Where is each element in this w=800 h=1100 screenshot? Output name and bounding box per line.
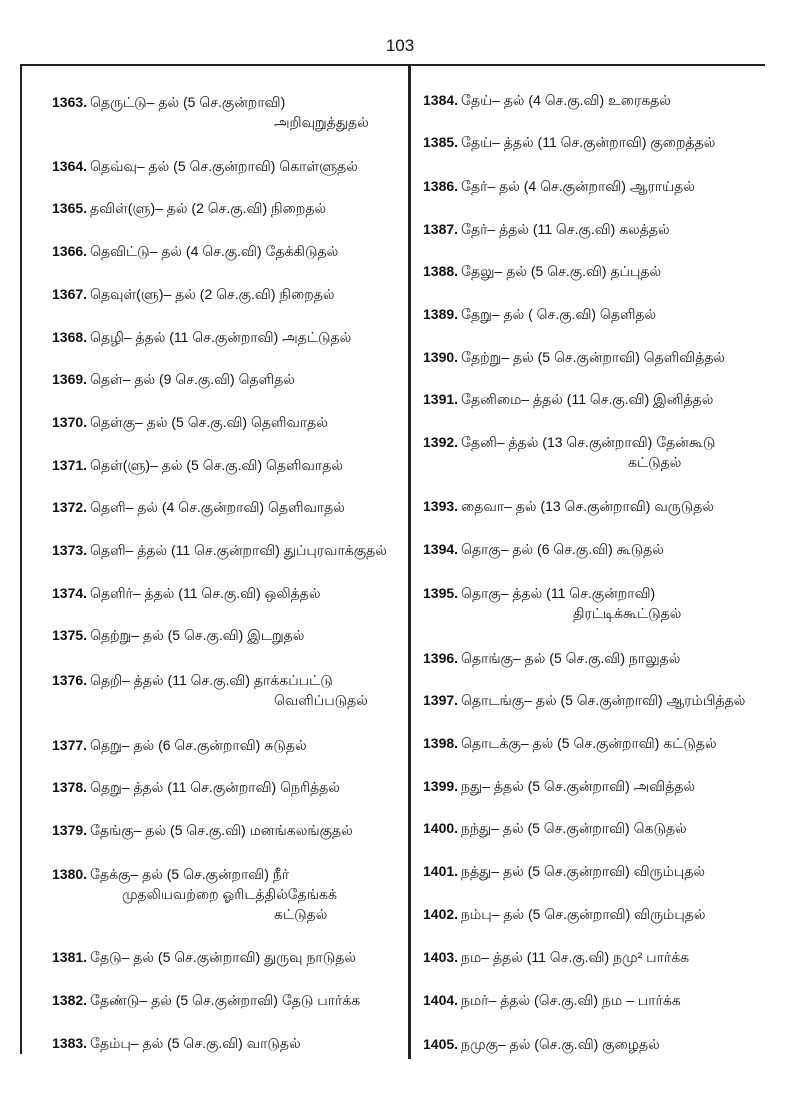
entry-1376: 1376. தெறி– த்தல் (11 செ.கு.வி) தாக்கப்பட்டு வெளிப்படுதல் (52, 672, 368, 708)
entry-1397: 1397. தொடங்கு– தல் (5 செ.குன்றாவி) ஆரம்பித்தல் (423, 692, 746, 708)
entry-1398: 1398. தொடக்கு– தல் (5 செ.குன்றாவி) கட்டுதல் (423, 735, 717, 751)
entry-1366: 1366. தெவிட்டு– தல் (4 செ.கு.வி) தேக்கிடுதல் (52, 243, 339, 259)
entry-1375: 1375. தெற்று– தல் (5 செ.கு.வி) இடறுதல் (52, 627, 305, 643)
entry-1379: 1379. தேங்கு– தல் (5 செ.கு.வி) மனங்கலங்குதல் (52, 822, 353, 838)
page-number: 103 (385, 36, 415, 55)
entry-1370: 1370. தெள்கு– தல் (5 செ.கு.வி) தெளிவாதல் (52, 414, 328, 430)
entry-1363: 1363. தெருட்டு– தல் (5 செ.குன்றாவி) அறிவுறுத்துதல் (52, 94, 369, 130)
entry-1386: 1386. தேர்– தல் (4 செ.குன்றாவி) ஆராய்தல் (423, 178, 695, 194)
entry-1396: 1396. தொங்கு– தல் (5 செ.கு.வி) நாலுதல் (423, 650, 681, 666)
entry-1400: 1400. நந்து– தல் (5 செ.குன்றாவி) கெடுதல் (423, 820, 687, 836)
entry-1385: 1385. தேய்– த்தல் (11 செ.குன்றாவி) குறைத்தல் (423, 134, 716, 150)
entry-1378: 1378. தெறு– த்தல் (11 செ.குன்றாவி) நெரித்தல் (52, 779, 340, 795)
entry-1380: 1380. தேக்கு– தல் (5 செ.குன்றாவி) நீர் முதலியவற்றை ஓரிடத்தில்தேங்கக் கட்டுதல் (52, 866, 337, 922)
entry-1391: 1391. தேனிமை– த்தல் (11 செ.கு.வி) இனித்தல் (423, 391, 714, 407)
entry-1403: 1403. நம– த்தல் (11 செ.கு.வி) நமு² பார்க்க (423, 949, 690, 965)
entry-1367: 1367. தெவுள்(ளு)– தல் (2 செ.கு.வி) நிறைதல் (52, 286, 335, 302)
entry-1374: 1374. தெளிர்– த்தல் (11 செ.கு.வி) ஒலித்தல் (52, 585, 321, 601)
entry-1394: 1394. தொகு– தல் (6 செ.கு.வி) கூடுதல் (423, 541, 664, 557)
entry-1371: 1371. தெள்(ளு)– தல் (5 செ.கு.வி) தெளிவாதல் (52, 457, 343, 473)
entry-1383: 1383. தேம்பு– தல் (5 செ.கு.வி) வாடுதல் (52, 1035, 301, 1051)
entry-1388: 1388. தேலு– தல் (5 செ.கு.வி) தப்புதல் (423, 263, 662, 279)
entry-1399: 1399. நது– த்தல் (5 செ.குன்றாவி) அவித்தல் (423, 778, 696, 794)
entry-1382: 1382. தேண்டு– தல் (5 செ.குன்றாவி) தேடு பார்க்க (52, 992, 361, 1008)
entry-1405: 1405. நமுகு– தல் (செ.கு.வி) குழைதல் (423, 1036, 660, 1052)
entry-1365: 1365. தவிள்(ளு)– தல் (2 செ.கு.வி) நிறைதல் (52, 200, 327, 216)
entry-1390: 1390. தேற்று– தல் (5 செ.குன்றாவி) தெளிவித்தல் (423, 349, 726, 365)
entry-1384: 1384. தேய்– தல் (4 செ.கு.வி) உரைகதல் (423, 92, 671, 108)
entry-1392: 1392. தேனி– த்தல் (13 செ.குன்றாவி) தேன்கூடு கட்டுதல் (423, 434, 716, 470)
entry-1381: 1381. தேடு– தல் (5 செ.குன்றாவி) துருவு நாடுதல் (52, 949, 356, 965)
entry-1404: 1404. நமர்– த்தல் (செ.கு.வி) நம – பார்க்க (423, 992, 681, 1008)
entry-1372: 1372. தெளி– தல் (4 செ.குன்றாவி) தெளிவாதல் (52, 499, 345, 515)
entry-1389: 1389. தேறு– தல் ( செ.கு.வி) தெளிதல் (423, 306, 657, 322)
entry-1364: 1364. தெவ்வு– தல் (5 செ.குன்றாவி) கொள்ளுதல் (52, 158, 358, 174)
entry-1395: 1395. தொகு– த்தல் (11 செ.குன்றாவி) திரட்டிக்கூட்டுதல் (423, 585, 682, 621)
column-divider (408, 64, 411, 1059)
top-rule (20, 64, 765, 66)
entry-1373: 1373. தெளி– த்தல் (11 செ.குன்றாவி) துப்புரவாக்குதல் (52, 542, 387, 558)
left-rule (20, 64, 22, 1054)
entry-1387: 1387. தேர்– த்தல் (11 செ.கு.வி) கலத்தல் (423, 221, 670, 237)
entry-1369: 1369. தெள்– தல் (9 செ.கு.வி) தெளிதல் (52, 371, 295, 387)
entry-1402: 1402. நம்பு– தல் (5 செ.குன்றாவி) விரும்புதல் (423, 906, 706, 922)
entry-1368: 1368. தெழி– த்தல் (11 செ.குன்றாவி) அதட்டுதல் (52, 329, 352, 345)
entry-1377: 1377. தெறு– தல் (6 செ.குன்றாவி) சுடுதல் (52, 737, 307, 753)
entry-1393: 1393. தைவா– தல் (13 செ.குன்றாவி) வருடுதல் (423, 498, 714, 514)
entry-1401: 1401. நத்து– தல் (5 செ.குன்றாவி) விரும்புதல் (423, 863, 706, 879)
